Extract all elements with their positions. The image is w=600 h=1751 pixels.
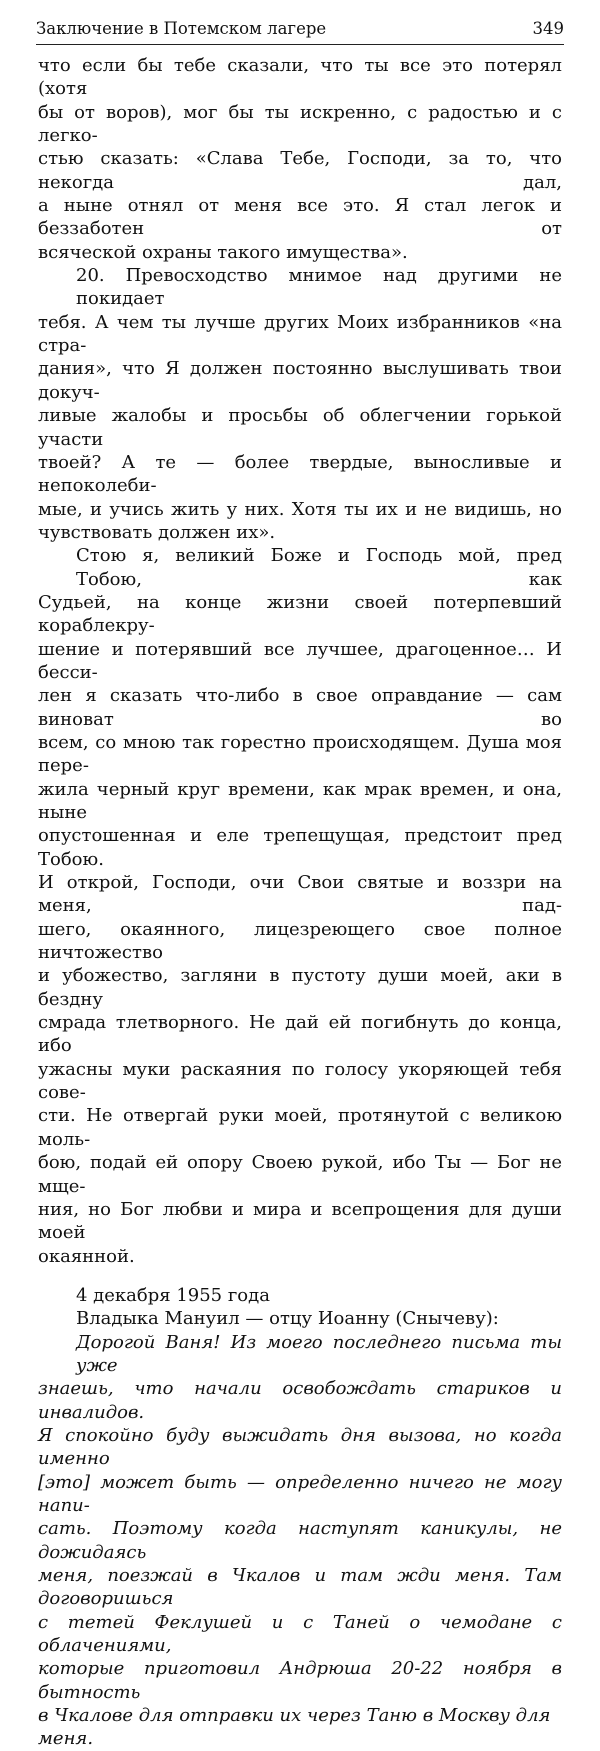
text-line: в Чкалове для отправки их через Таню в Москву для меня. (38, 1705, 551, 1750)
running-header (36, 18, 564, 40)
text-line: меня, поезжай в Чкалов и там жди меня. Там договоришься (38, 1565, 562, 1610)
text-line: смрада тлетворного. Не дай ей погибнуть до конца, ибо (38, 1012, 562, 1057)
chapter-title: Заключение в Потемском лагере (36, 19, 327, 38)
text-line: всяческой охраны такого имущества». (38, 241, 408, 263)
text-line: ния, но Бог любви и мира и всепрощения для души моей (38, 1198, 562, 1244)
text-line: тебя. А чем ты лучше других Моих избранников «на стра- (38, 311, 562, 357)
paragraph-continuation (38, 54, 562, 264)
text-line: мые, и учись жить у них. Хотя ты их и не видишь, но (38, 498, 562, 520)
text-line: Стою я, великий Боже и Господь мой, пред Тобою, как (76, 545, 562, 590)
page-number: 349 (532, 19, 564, 38)
text-line: сти. Не отвергай руки моей, протянутой с великою моль- (38, 1105, 562, 1150)
letter-date: 4 декабря 1955 года (76, 1284, 270, 1306)
text-line: что если бы тебе сказали, что ты все это потерял (хотя (38, 55, 562, 100)
text-line: которые приготовил Андрюша 20-22 ноября в бытность (38, 1658, 562, 1703)
text-line: [это] может быть — определенно ничего не могу напи- (38, 1471, 562, 1516)
text-line: ливые жалобы и просьбы об облегчении горькой участи (38, 405, 562, 450)
paragraph-prayer (38, 544, 562, 1268)
text-line: с тетей Феклушей и с Таней о чемодане с облачениями, (38, 1611, 562, 1657)
text-line: опустошенная и еле трепещущая, предстоит пред Тобою. (38, 825, 562, 870)
header-divider (36, 44, 564, 45)
text-line: знаешь, что начали освобождать стариков и инвалидов. (38, 1378, 562, 1423)
text-line: Я спокойно буду выжидать дня вызова, но когда именно (38, 1424, 562, 1470)
text-line: бы от воров), мог бы ты искренно, с радостью и с легко- (38, 101, 562, 147)
text-line: твоей? А те — более твердые, выносливые и непоколеби- (38, 451, 562, 497)
text-line: бою, подай ей опору Своею рукой, ибо Ты — Бог не мще- (38, 1152, 562, 1197)
text-line: жила черный круг времени, как мрак времен, и она, ныне (38, 778, 562, 823)
page-body (38, 54, 562, 1751)
text-line: дания», что Я должен постоянно выслушивать твои докуч- (38, 358, 562, 403)
text-line: чувствовать должен их». (38, 521, 276, 543)
text-line: Судьей, на конце жизни своей потерпевший кораблекру- (38, 591, 562, 637)
text-line: Дорогой Ваня! Из моего последнего письма ты уже (76, 1331, 562, 1376)
text-line: 20. Превосходство мнимое над другими не покидает (76, 265, 562, 310)
text-line: а ныне отнял от меня все это. Я стал легок и беззаботен от (38, 195, 562, 240)
text-line: окаянной. (38, 1245, 135, 1267)
text-line: всем, со мною так горестно происходящем. Душа моя пере- (38, 731, 562, 777)
letter-text (38, 1331, 562, 1751)
text-line: и убожество, загляни в пустоту души моей, аки в бездну (38, 965, 562, 1010)
text-line: сать. Поэтому когда наступят каникулы, не дожидаясь (38, 1518, 562, 1563)
section-gap (38, 1268, 562, 1284)
text-line: И открой, Господи, очи Свои святые и воззри на меня, пад- (38, 872, 562, 917)
text-line: стью сказать: «Слава Тебе, Господи, за то, что некогда дал, (38, 148, 562, 193)
letter-address: Владыка Мануил — отцу Иоанну (Снычеву): (76, 1308, 499, 1330)
text-line: лен я сказать что-либо в свое оправдание — сам виноват во (38, 685, 562, 730)
text-line: шение и потерявший все лучшее, драгоценное… И бесси- (38, 638, 562, 683)
paragraph-20 (38, 264, 562, 544)
text-line: шего, окаянного, лицезреющего свое полное ничтожество (38, 918, 562, 964)
text-line: ужасны муки раскаяния по голосу укоряющей тебя сове- (38, 1058, 562, 1104)
